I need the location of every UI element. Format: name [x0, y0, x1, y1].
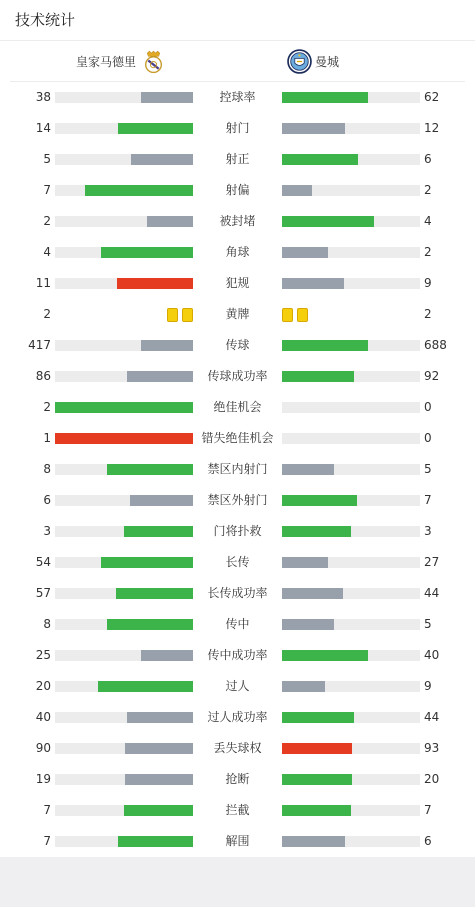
home-value: 8 [43, 617, 51, 631]
stat-label: 禁区内射门 [207, 462, 268, 476]
stat-row [0, 609, 475, 640]
away-bar-track [282, 123, 420, 134]
stat-row [0, 113, 475, 144]
away-value: 93 [424, 741, 440, 755]
home-bar-track [55, 681, 193, 692]
manchester-city-crest-icon [287, 49, 312, 74]
yellow-card-icon [297, 308, 308, 322]
home-bar-fill [98, 681, 193, 692]
away-bar-fill [282, 774, 352, 785]
away-value: 688 [424, 338, 447, 352]
stat-row [0, 547, 475, 578]
away-bar-track [282, 836, 420, 847]
stat-label: 绝佳机会 [213, 400, 262, 414]
home-bar-track [55, 743, 193, 754]
away-bar-track [282, 154, 420, 165]
home-bar-fill [118, 123, 193, 134]
home-bar-fill [147, 216, 193, 227]
away-value: 62 [424, 90, 440, 104]
home-value: 5 [43, 152, 51, 166]
stat-label: 门将扑救 [213, 524, 262, 538]
home-value: 11 [35, 276, 51, 290]
away-bar-track [282, 743, 420, 754]
home-bar-fill [141, 650, 193, 661]
home-bar-fill [127, 712, 193, 723]
away-value: 92 [424, 369, 440, 383]
stat-label: 禁区外射门 [207, 493, 268, 507]
home-value: 90 [35, 741, 51, 755]
stat-label: 抢断 [225, 772, 250, 786]
away-bar-track [282, 278, 420, 289]
away-bar-track [282, 557, 420, 568]
stat-label: 传中成功率 [207, 648, 268, 662]
away-bar-fill [282, 185, 312, 196]
home-value: 7 [43, 834, 51, 848]
away-value: 7 [424, 493, 432, 507]
stat-row [0, 144, 475, 175]
home-bar-track [55, 836, 193, 847]
home-value: 4 [43, 245, 51, 259]
away-bar-track [282, 712, 420, 723]
away-bar-track [282, 464, 420, 475]
home-value: 86 [35, 369, 51, 383]
away-bar-track [282, 216, 420, 227]
away-bar-track [282, 495, 420, 506]
stat-row [0, 299, 475, 330]
home-bar-fill [107, 464, 193, 475]
away-bar-fill [282, 371, 354, 382]
home-bar-fill [124, 526, 193, 537]
away-bar-fill [282, 464, 334, 475]
away-bar-fill [282, 805, 351, 816]
home-bar-fill [141, 340, 193, 351]
away-value: 2 [424, 183, 432, 197]
away-value: 9 [424, 679, 432, 693]
stats-list [0, 82, 475, 857]
stat-row [0, 82, 475, 113]
away-value: 2 [424, 307, 432, 321]
away-bar-track [282, 774, 420, 785]
away-bar-fill [282, 495, 357, 506]
stat-label: 射门 [225, 121, 250, 135]
stat-label: 被封堵 [219, 214, 256, 228]
stat-row [0, 795, 475, 826]
home-bar-fill [124, 805, 193, 816]
away-bar-fill [282, 650, 368, 661]
home-value: 3 [43, 524, 51, 538]
stat-label: 控球率 [219, 90, 256, 104]
home-bar-fill [55, 433, 193, 444]
away-value: 4 [424, 214, 432, 228]
stat-label: 长传成功率 [207, 586, 268, 600]
home-bar-track [55, 123, 193, 134]
away-bar-fill [282, 154, 358, 165]
home-value: 2 [43, 400, 51, 414]
stat-row [0, 764, 475, 795]
away-bar-track [282, 185, 420, 196]
away-value: 9 [424, 276, 432, 290]
away-bar-fill [282, 247, 328, 258]
home-value: 19 [35, 772, 51, 786]
home-bar-track [55, 154, 193, 165]
yellow-card-icon [282, 308, 293, 322]
away-value: 3 [424, 524, 432, 538]
away-bar-track [282, 805, 420, 816]
home-bar-fill [85, 185, 193, 196]
away-yellow-cards [282, 308, 312, 322]
home-bar-track [55, 619, 193, 630]
home-bar-fill [130, 495, 193, 506]
home-bar-fill [117, 278, 193, 289]
home-bar-fill [116, 588, 193, 599]
away-bar-fill [282, 557, 328, 568]
yellow-card-icon [167, 308, 178, 322]
stat-label: 解围 [225, 834, 250, 848]
home-bar-track [55, 464, 193, 475]
away-bar-track [282, 650, 420, 661]
away-bar-fill [282, 619, 334, 630]
stat-row [0, 175, 475, 206]
stat-row [0, 268, 475, 299]
home-bar-track [55, 92, 193, 103]
stat-row [0, 237, 475, 268]
away-bar-fill [282, 340, 368, 351]
stat-row [0, 578, 475, 609]
home-bar-track [55, 557, 193, 568]
home-value: 54 [35, 555, 51, 569]
home-value: 2 [43, 307, 51, 321]
real-madrid-crest-icon [141, 49, 166, 74]
away-bar-fill [282, 743, 352, 754]
away-bar-fill [282, 92, 368, 103]
away-value: 0 [424, 400, 432, 414]
home-value: 40 [35, 710, 51, 724]
away-value: 5 [424, 462, 432, 476]
home-bar-fill [131, 154, 193, 165]
home-bar-track [55, 650, 193, 661]
stat-row [0, 671, 475, 702]
away-value: 12 [424, 121, 440, 135]
home-bar-track [55, 371, 193, 382]
away-bar-track [282, 402, 420, 413]
home-bar-fill [118, 836, 193, 847]
stat-label: 过人 [225, 679, 250, 693]
away-bar-track [282, 340, 420, 351]
stat-row [0, 392, 475, 423]
away-value: 44 [424, 710, 440, 724]
away-value: 44 [424, 586, 440, 600]
home-value: 6 [43, 493, 51, 507]
stat-label: 犯规 [225, 276, 250, 290]
away-bar-fill [282, 278, 344, 289]
stat-label: 丢失球权 [213, 741, 262, 755]
away-team[interactable] [287, 41, 339, 81]
away-value: 6 [424, 834, 432, 848]
home-value: 8 [43, 462, 51, 476]
stat-label: 射正 [225, 152, 250, 166]
stat-row [0, 361, 475, 392]
stat-row [0, 702, 475, 733]
away-bar-fill [282, 836, 345, 847]
home-value: 2 [43, 214, 51, 228]
team-header [0, 41, 475, 81]
stat-label: 错失绝佳机会 [201, 431, 274, 445]
away-team-name: 曼城 [315, 54, 340, 69]
away-bar-track [282, 92, 420, 103]
away-value: 20 [424, 772, 440, 786]
yellow-card-icon [182, 308, 193, 322]
away-bar-track [282, 619, 420, 630]
home-value: 20 [35, 679, 51, 693]
home-bar-track [55, 588, 193, 599]
stat-label: 过人成功率 [207, 710, 268, 724]
home-value: 25 [35, 648, 51, 662]
home-bar-track [55, 495, 193, 506]
stat-label: 拦截 [225, 803, 250, 817]
away-value: 40 [424, 648, 440, 662]
stat-row [0, 640, 475, 671]
stat-label: 长传 [225, 555, 250, 569]
away-bar-track [282, 681, 420, 692]
stat-row [0, 826, 475, 857]
page-title: 技术统计 [15, 11, 76, 29]
away-bar-fill [282, 712, 354, 723]
stat-row [0, 733, 475, 764]
stat-row [0, 330, 475, 361]
away-value: 2 [424, 245, 432, 259]
stat-label: 传球 [225, 338, 250, 352]
away-bar-track [282, 588, 420, 599]
home-bar-track [55, 433, 193, 444]
home-team-name: 皇家马德里 [75, 54, 136, 69]
home-bar-fill [141, 92, 193, 103]
away-bar-fill [282, 216, 374, 227]
stat-row [0, 423, 475, 454]
stat-label: 角球 [225, 245, 250, 259]
home-value: 7 [43, 183, 51, 197]
stat-row [0, 206, 475, 237]
home-bar-track [55, 216, 193, 227]
home-bar-fill [125, 774, 193, 785]
stat-label: 射偏 [225, 183, 250, 197]
stat-row [0, 516, 475, 547]
home-bar-track [55, 712, 193, 723]
away-bar-track [282, 247, 420, 258]
home-bar-fill [101, 557, 193, 568]
home-bar-track [55, 805, 193, 816]
stat-label: 传球成功率 [207, 369, 268, 383]
stat-label: 传中 [225, 617, 250, 631]
home-yellow-cards [163, 308, 193, 322]
away-bar-track [282, 526, 420, 537]
away-bar-track [282, 371, 420, 382]
home-bar-fill [55, 402, 193, 413]
away-bar-fill [282, 681, 325, 692]
home-bar-fill [125, 743, 193, 754]
away-value: 7 [424, 803, 432, 817]
away-bar-fill [282, 588, 343, 599]
home-value: 57 [35, 586, 51, 600]
stat-label: 黄牌 [225, 307, 250, 321]
home-value: 14 [35, 121, 51, 135]
away-bar-track [282, 433, 420, 444]
home-bar-track [55, 774, 193, 785]
home-bar-track [55, 185, 193, 196]
away-value: 5 [424, 617, 432, 631]
home-bar-track [55, 278, 193, 289]
home-bar-track [55, 247, 193, 258]
home-bar-fill [101, 247, 193, 258]
home-bar-track [55, 340, 193, 351]
home-bar-track [55, 526, 193, 537]
away-bar-fill [282, 526, 351, 537]
home-bar-track [55, 402, 193, 413]
home-team[interactable] [76, 41, 166, 81]
home-value: 417 [28, 338, 51, 352]
home-bar-fill [107, 619, 193, 630]
home-value: 7 [43, 803, 51, 817]
home-value: 1 [43, 431, 51, 445]
away-bar-fill [282, 123, 345, 134]
away-value: 0 [424, 431, 432, 445]
stat-row [0, 485, 475, 516]
away-value: 27 [424, 555, 440, 569]
home-bar-fill [127, 371, 193, 382]
away-value: 6 [424, 152, 432, 166]
home-value: 38 [35, 90, 51, 104]
stat-row [0, 454, 475, 485]
